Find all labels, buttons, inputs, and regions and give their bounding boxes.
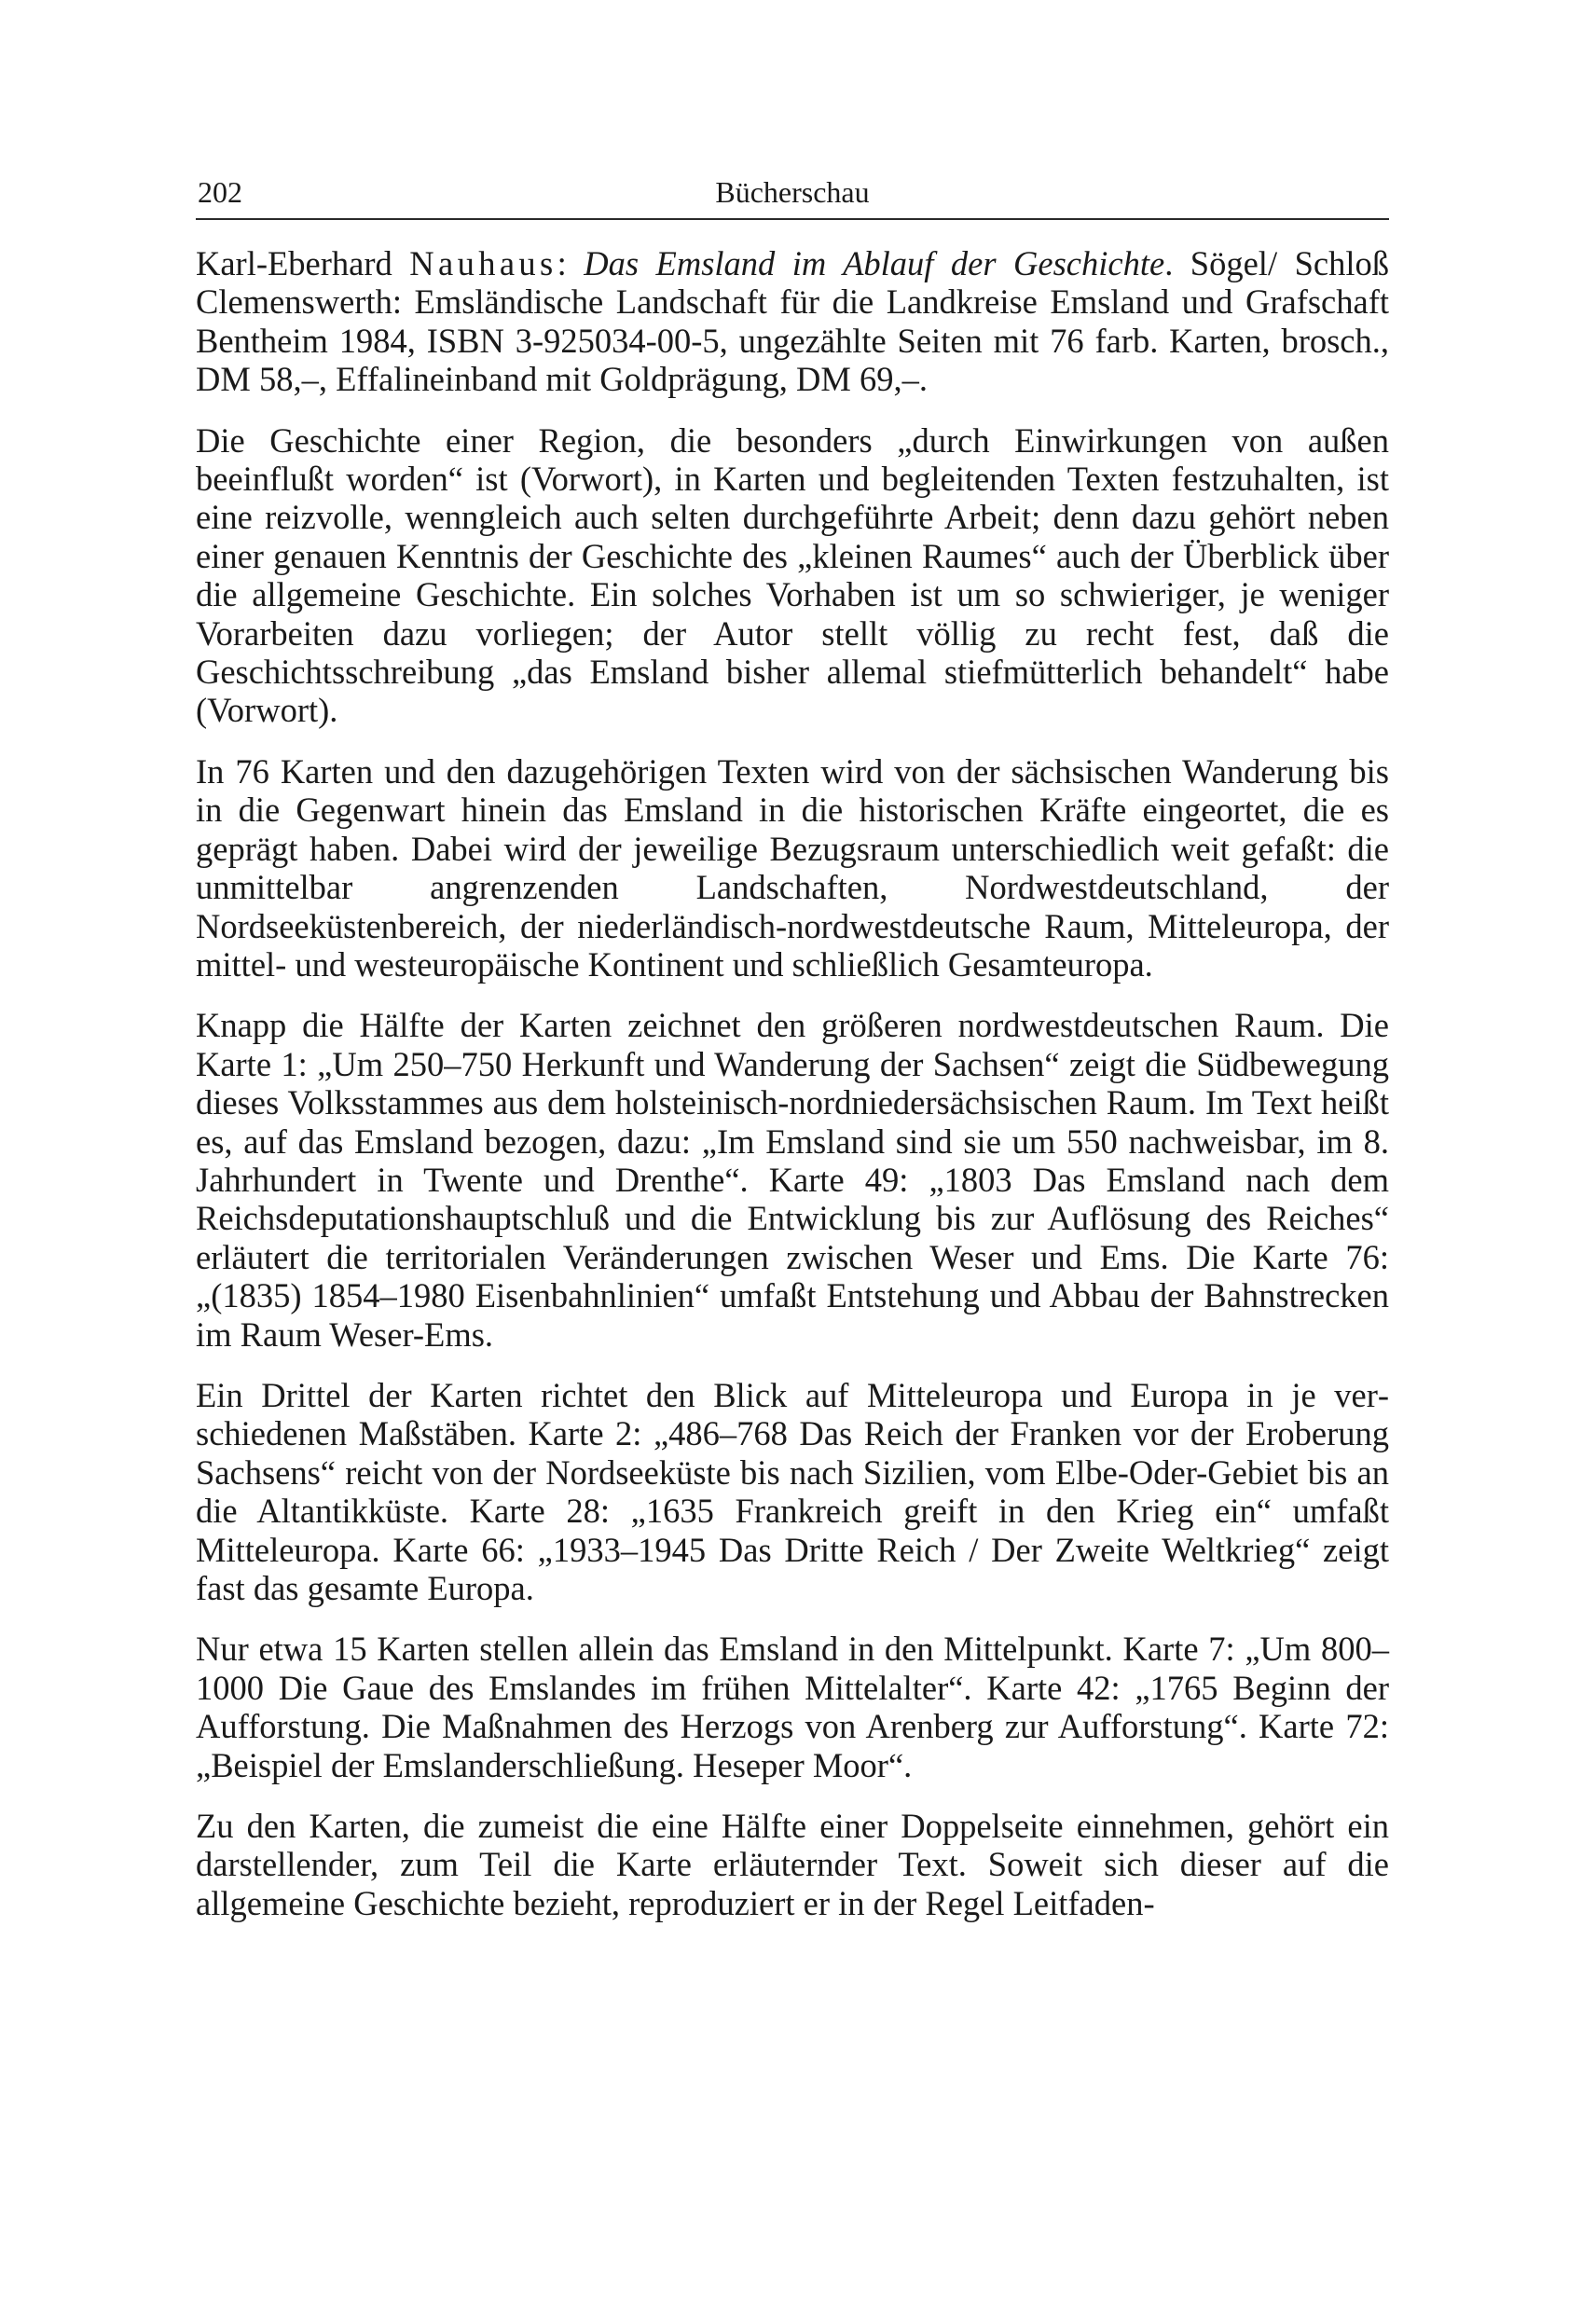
book-title: Das Emsland im Ablauf der Geschichte xyxy=(584,244,1165,282)
paragraph-1: Die Geschichte einer Region, die besonders „durch Einwirkungen von außen beeinflußt worden“ ist (Vorwort), in Karten und begleitenden Texten festzuhalten, ist eine reizvolle, wenngleich auch selten durchgeführte Arbeit; denn dazu gehört neben einer genauen Kenntnis der Geschichte des „kleinen Raumes“ auch der Überblick über die allgemeine Geschichte. Ein solches Vorhaben ist um so schwieriger, je weniger Vorarbeiten dazu vorliegen; der Autor stellt völlig zu recht fest, daß die Geschichtsschreibung „das Emsland bisher allemal stiefmütterlich behandelt“ habe (Vorwort). xyxy=(196,420,1389,730)
page-header xyxy=(196,170,1389,220)
citation-details: . Sögel/ Schloß Clemenswerth: Emsländische Landschaft für die Landkreise Emsland und Grafschaft Bentheim 1984, ISBN 3-925034-00-5, ungezählte Seiten mit 76 farb. Karten, brosch., DM 58,–, Effalineinband mit Goldprägung, DM 69,–. xyxy=(196,244,1389,399)
paragraph-2: In 76 Karten und den dazugehörigen Texten wird von der sächsischen Wanderung bis in die Gegenwart hinein das Emsland in die historischen Kräfte eingeortet, die es geprägt haben. Dabei wird der jeweilige Bezugsraum unterschiedlich weit gefaßt: die unmittelbar angrenzenden Landschaften, Nordwestdeutschland, der Nordseeküstenbereich, der niederländisch-nordwestdeutsche Raum, Mitteleuropa, der mittel- und westeuropäische Kontinent und schließlich Gesamteuropa. xyxy=(196,751,1389,984)
paragraph-3: Knapp die Hälfte der Karten zeichnet den größeren nordwestdeutschen Raum. Die Karte 1: „Um 250–750 Herkunft und Wanderung der Sachsen“ zeigt die Südbewegung dieses Volksstammes aus dem holsteinisch-nordniedersächsischen Raum. Im Text heißt es, auf das Emsland bezogen, dazu: „Im Emsland sind sie um 550 nachweisbar, im 8. Jahrhundert in Twente und Drenthe“. Karte 49: „1803 Das Emsland nach dem Reichsdeputationshauptschluß und die Entwicklung bis zur Auflösung des Reiches“ erläutert die territorialen Veränderungen zwischen Weser und Ems. Die Karte 76: „(1835) 1854–1980 Eisenbahnlinien“ umfaßt Entstehung und Abbau der Bahnstrecken im Raum Weser-Ems. xyxy=(196,1006,1389,1354)
author-last-name: Nauhaus xyxy=(409,244,557,282)
book-citation xyxy=(196,244,1389,399)
page-number: 202 xyxy=(198,175,242,209)
paragraph-4: Ein Drittel der Karten richtet den Blick auf Mitteleuropa und Europa in je verschiedenen Maßstäben. Karte 2: „486–768 Das Reich der Franken vor der Eroberung Sachsens“ reicht von der Nordseeküste bis nach Sizilien, vom Elbe-Oder-Gebiet bis an die Altantikküste. Karte 28: „1635 Frankreich greift in den Krieg ein“ umfaßt Mitteleuropa. Karte 66: „1933–1945 Das Dritte Reich / Der Zweite Weltkrieg“ zeigt fast das gesamte Europa. xyxy=(196,1375,1389,1607)
author-first-name: Karl-Eberhard xyxy=(196,244,410,282)
running-head: Bücherschau xyxy=(715,175,870,209)
citation-separator: : xyxy=(557,244,585,282)
review-body xyxy=(196,244,1389,1922)
paragraph-5: Nur etwa 15 Karten stellen allein das Emsland in den Mittelpunkt. Karte 7: „Um 800–1000 Die Gaue des Emslandes im frühen Mittelalter“. Karte 42: „1765 Beginn der Aufforstung. Die Maßnahmen des Herzogs von Arenberg zur Aufforstung“. Karte 72: „Beispiel der Emslanderschließung. Heseper Moor“. xyxy=(196,1630,1389,1784)
paragraph-6: Zu den Karten, die zumeist die eine Hälfte einer Doppelseite einnehmen, gehört ein darstellender, zum Teil die Karte erläuternder Text. Soweit sich dieser auf die allgemeine Geschichte bezieht, reproduziert er in der Regel Leitfaden- xyxy=(196,1807,1389,1922)
